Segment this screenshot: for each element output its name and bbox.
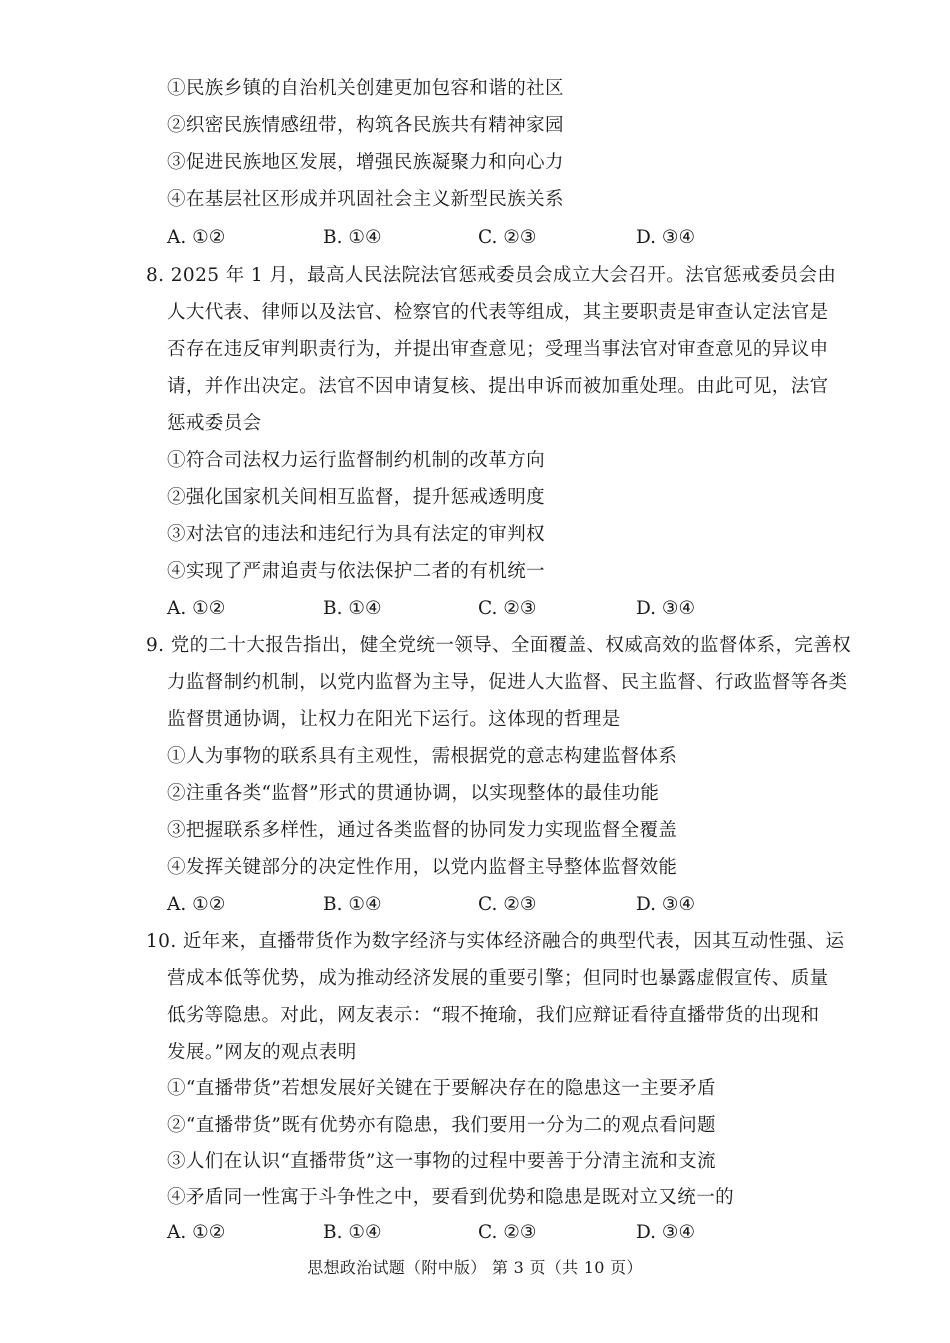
q9-stem-line-3: 监督贯通协调，让权力在阳光下运行。这体现的哲理是 — [167, 709, 621, 730]
q8-choice-b: B. ①④ — [323, 598, 382, 619]
q9-choice-c: C. ②③ — [478, 894, 537, 915]
q10-option-1: ①“直播带货”若想发展好关键在于要解决存在的隐患这一主要矛盾 — [167, 1078, 716, 1099]
q8-option-3: ③对法官的违法和违纪行为具有法定的审判权 — [167, 524, 546, 545]
q10-option-4: ④矛盾同一性寓于斗争性之中，要看到优势和隐患是既对立又统一的 — [167, 1187, 735, 1208]
q10-stem-line-2: 营成本低等优势，成为推动经济发展的重要引擎；但同时也暴露虚假宣传、质量 — [167, 968, 829, 989]
q9-choice-d: D. ③④ — [636, 894, 696, 915]
q10-choice-d: D. ③④ — [636, 1222, 696, 1243]
q7-choice-a: A. ①② — [167, 227, 226, 248]
q8-stem-line-2: 人大代表、律师以及法官、检察官的代表等组成，其主要职责是审查认定法官是 — [167, 302, 829, 323]
q8-stem-line-3: 否存在违反审判职责行为，并提出审查意见；受理当事法官对审查意见的异议申 — [167, 339, 829, 360]
q8-choice-c: C. ②③ — [478, 598, 537, 619]
q8-option-1: ①符合司法权力运行监督制约机制的改革方向 — [167, 450, 546, 471]
q8-choice-d: D. ③④ — [636, 598, 696, 619]
q7-option-1: ①民族乡镇的自治机关创建更加包容和谐的社区 — [167, 78, 564, 99]
q9-option-1: ①人为事物的联系具有主观性，需根据党的意志构建监督体系 — [167, 746, 678, 767]
q7-choice-c: C. ②③ — [478, 227, 537, 248]
q9-option-4: ④发挥关键部分的决定性作用，以党内监督主导整体监督效能 — [167, 857, 678, 878]
q7-choice-d: D. ③④ — [636, 227, 696, 248]
q10-choice-a: A. ①② — [167, 1222, 226, 1243]
q9-option-3: ③把握联系多样性，通过各类监督的协同发力实现监督全覆盖 — [167, 820, 678, 841]
q9-stem-line-2: 力监督制约机制，以党内监督为主导，促进人大监督、民主监督、行政监督等各类 — [167, 672, 848, 693]
q10-choice-b: B. ①④ — [323, 1222, 382, 1243]
q9-stem-line-1: 9. 党的二十大报告指出，健全党统一领导、全面覆盖、权威高效的监督体系，完善权 — [146, 635, 852, 656]
q7-choice-b: B. ①④ — [323, 227, 382, 248]
q9-choice-a: A. ①② — [167, 894, 226, 915]
q10-stem-line-1: 10. 近年来，直播带货作为数字经济与实体经济融合的典型代表，因其互动性强、运 — [146, 931, 845, 952]
q8-stem-line-4: 请，并作出决定。法官不因申请复核、提出申诉而被加重处理。由此可见，法官 — [167, 376, 829, 397]
q10-stem-line-4: 发展。”网友的观点表明 — [167, 1042, 357, 1063]
q10-option-2: ②“直播带货”既有优势亦有隐患，我们要用一分为二的观点看问题 — [167, 1115, 716, 1136]
q8-option-2: ②强化国家机关间相互监督，提升惩戒透明度 — [167, 487, 546, 508]
q10-stem-line-3: 低劣等隐患。对此，网友表示：“瑕不掩瑜，我们应辩证看待直播带货的出现和 — [167, 1005, 820, 1026]
q10-choice-c: C. ②③ — [478, 1222, 537, 1243]
page-footer: 思想政治试题（附中版） 第 3 页（共 10 页） — [307, 1258, 643, 1277]
q7-option-3: ③促进民族地区发展，增强民族凝聚力和向心力 — [167, 152, 564, 173]
q9-option-2: ②注重各类“监督”形式的贯通协调，以实现整体的最佳功能 — [167, 783, 660, 804]
q8-stem-line-1: 8. 2025 年 1 月，最高人民法院法官惩戒委员会成立大会召开。法官惩戒委员会由 — [146, 265, 837, 286]
q8-option-4: ④实现了严肃追责与依法保护二者的有机统一 — [167, 561, 546, 582]
q9-choice-b: B. ①④ — [323, 894, 382, 915]
q7-option-2: ②织密民族情感纽带，构筑各民族共有精神家园 — [167, 115, 564, 136]
q7-option-4: ④在基层社区形成并巩固社会主义新型民族关系 — [167, 189, 564, 210]
q8-choice-a: A. ①② — [167, 598, 226, 619]
q8-stem-line-5: 惩戒委员会 — [167, 413, 262, 434]
q10-option-3: ③人们在认识“直播带货”这一事物的过程中要善于分清主流和支流 — [167, 1151, 716, 1172]
